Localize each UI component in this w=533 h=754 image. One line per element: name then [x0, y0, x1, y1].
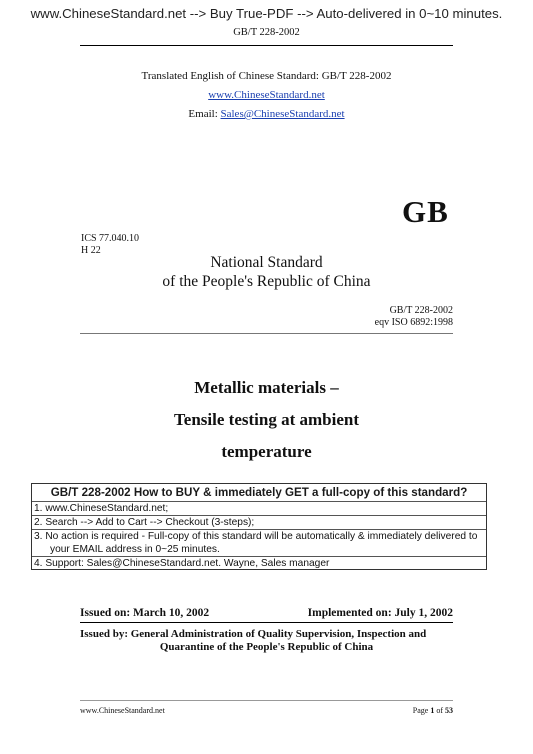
issued-on: Issued on: March 10, 2002 [80, 607, 210, 619]
footer-site[interactable]: www.ChineseStandard.net [80, 706, 165, 715]
buy-step-2: 2. Search --> Add to Cart --> Checkout (3-steps); [34, 517, 255, 528]
doc-title-line3: temperature [221, 442, 312, 461]
buy-box-title: GB/T 228-2002 How to BUY & immediately GET a full-copy of this standard? [50, 486, 468, 499]
site-link-line [0, 89, 533, 101]
standard-number: GB/T 228-2002 [389, 305, 453, 316]
national-standard-line1: National Standard [210, 254, 323, 271]
email-link[interactable]: Sales@ChineseStandard.net [220, 108, 345, 120]
ics-code: ICS 77.040.10 [81, 233, 140, 244]
header-code: GB/T 228-2002 [233, 27, 300, 38]
doc-title-line1: Metallic materials – [194, 378, 339, 397]
email-line [0, 108, 533, 120]
issued-rule [80, 622, 453, 623]
top-banner[interactable]: www.ChineseStandard.net --> Buy True-PDF --> Auto-delivered in 0~10 minutes. [30, 6, 503, 21]
gb-logo: GB [402, 194, 449, 229]
buy-step-1[interactable]: 1. www.ChineseStandard.net; [34, 503, 169, 514]
page-of-label: of [434, 706, 445, 715]
doc-title-line2: Tensile testing at ambient [174, 410, 359, 429]
page-label: Page [412, 706, 431, 715]
email-label: Email: [188, 108, 221, 120]
footer-page-indicator [300, 706, 453, 715]
site-link[interactable]: www.ChineseStandard.net [208, 89, 325, 101]
buy-step-4[interactable]: 4. Support: Sales@ChineseStandard.net. Wayne, Sales manager [34, 558, 330, 569]
buy-info-box [31, 483, 487, 570]
title-rule [80, 333, 453, 334]
page-total: 53 [445, 706, 453, 715]
footer-rule [80, 700, 453, 701]
header-rule [80, 45, 453, 46]
implemented-on: Implemented on: July 1, 2002 [307, 607, 453, 619]
h-code: H 22 [81, 245, 101, 256]
issued-by-line2: Quarantine of the People's Republic of China [159, 641, 374, 653]
page-number: 1 [430, 706, 435, 715]
standard-equivalent: eqv ISO 6892:1998 [374, 317, 453, 328]
issued-by-line1: Issued by: General Administration of Quality Supervision, Inspection and [80, 628, 427, 640]
translated-note: Translated English of Chinese Standard: GB/T 228-2002 [141, 70, 392, 82]
national-standard-line2: of the People's Republic of China [162, 273, 371, 290]
buy-step-3: 3. No action is required - Full-copy of this standard will be automatically & immediately delivered to [34, 531, 478, 542]
buy-step-3-cont: your EMAIL address in 0~25 minutes. [50, 544, 220, 555]
